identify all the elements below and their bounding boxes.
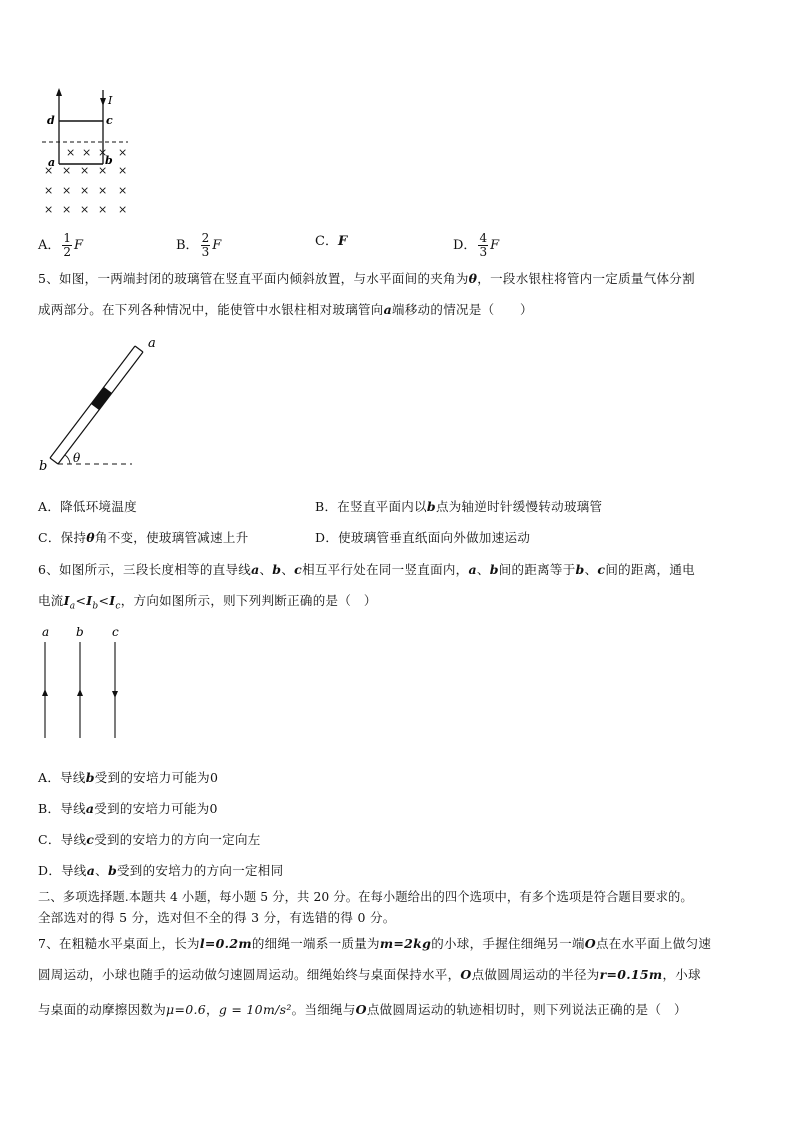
field-cross-mark: × <box>118 146 128 159</box>
q5-tube-figure <box>36 334 176 470</box>
q6-option-a[interactable]: A．导线b受到的安培力可能为0 <box>38 770 219 785</box>
field-cross-mark: × <box>98 203 108 216</box>
field-cross-mark: × <box>118 203 128 216</box>
q5-option-a[interactable]: A．降低环境温度 <box>38 499 137 514</box>
q4-figure <box>38 86 148 218</box>
field-cross-mark: × <box>98 184 108 197</box>
q5-label-a: a <box>148 336 156 351</box>
field-cross-mark: × <box>44 164 54 177</box>
field-cross-mark: × <box>66 146 76 159</box>
mercury-column <box>91 387 112 410</box>
q5-stem-line2: 成两部分。在下列各种情况中，能使管中水银柱相对玻璃管向a端移动的情况是（ ） <box>38 302 533 317</box>
field-cross-mark: × <box>118 164 128 177</box>
q7-stem-line1: 7、在粗糙水平桌面上，长为l=0.2m的细绳一端系一质量为m=2kg的小球，手握住细绳另一端O点在水平面上做匀速 <box>38 936 712 951</box>
field-cross-mark: × <box>118 184 128 197</box>
q6-option-b[interactable]: B．导线a受到的安培力可能为0 <box>38 801 218 816</box>
field-cross-mark: × <box>98 146 108 159</box>
field-cross-mark: × <box>44 184 54 197</box>
q5-stem-line1: 5、如图，一两端封闭的玻璃管在竖直平面内倾斜放置，与水平面间的夹角为θ，一段水银柱将管内一定质量气体分割 <box>38 271 695 286</box>
field-cross-mark: × <box>80 184 90 197</box>
section2-header-line1: 二、多项选择题.本题共 4 小题，每小题 5 分，共 20 分。在每小题给出的四个选项中，有多个选项是符合题目要求的。 <box>38 890 693 904</box>
field-cross-mark: × <box>80 203 90 216</box>
q4-option-d[interactable]: D． $\frac{4}{3}$ F <box>453 231 500 259</box>
q4-option-b[interactable]: B． $\frac{2}{3}$ F <box>176 231 222 259</box>
field-cross-mark: × <box>80 164 90 177</box>
q6-wires-figure <box>36 624 136 744</box>
field-cross-mark: × <box>44 203 54 216</box>
q6-stem-line1: 6、如图所示，三段长度相等的直导线a、b、c相互平行处在同一竖直面内，a、b间的距离等于b、c间的距离，通电 <box>38 562 695 577</box>
field-cross-mark: × <box>98 164 108 177</box>
q6-option-c[interactable]: C．导线c受到的安培力的方向一定向左 <box>38 832 261 847</box>
q6-stem-line2: 电流$I_a<I_b<I_c$，方向如图所示，则下列判断正确的是（ ） <box>38 593 377 612</box>
q4-label-b: b <box>105 154 113 167</box>
q7-stem-line3: 与桌面的动摩擦因数为μ=0.6，g = 10m/s²。当细绳与O点做圆周运动的轨迹相切时，则下列说法正确的是（ ） <box>38 1002 687 1017</box>
q6-option-d[interactable]: D．导线a、b受到的安培力的方向一定相同 <box>38 863 284 878</box>
magnetic-field-crosses <box>44 146 127 216</box>
q5-option-d[interactable]: D．使玻璃管垂直纸面向外做加速运动 <box>315 530 531 545</box>
q5-label-theta: θ <box>73 451 81 465</box>
field-cross-mark: × <box>62 184 72 197</box>
q5-option-b[interactable]: B．在竖直平面内以b点为轴逆时针缓慢转动玻璃管 <box>315 499 603 514</box>
q5-label-b: b <box>39 459 48 470</box>
q4-label-a: a <box>48 156 56 169</box>
field-cross-mark: × <box>62 203 72 216</box>
q4-option-a[interactable]: A． $\frac{1}{2}$ F <box>38 231 84 259</box>
q6-label-a: a <box>42 625 50 639</box>
q5-option-c[interactable]: C．保持θ角不变，使玻璃管减速上升 <box>38 530 249 545</box>
section2-header-line2: 全部选对的得 5 分，选对但不全的得 3 分，有选错的得 0 分。 <box>38 910 396 925</box>
q6-label-c: c <box>112 625 119 639</box>
field-cross-mark: × <box>82 146 92 159</box>
q4-label-c: c <box>106 114 113 127</box>
field-cross-mark: × <box>62 164 72 177</box>
q4-label-d: d <box>47 114 55 127</box>
q6-label-b: b <box>76 625 84 639</box>
q4-option-c[interactable]: C．F <box>315 234 348 249</box>
q4-label-I: I <box>108 94 113 107</box>
q7-stem-line2: 圆周运动，小球也随手的运动做匀速圆周运动。细绳始终与桌面保持水平，O点做圆周运动的半径为r=0.15m，小球 <box>38 967 701 982</box>
